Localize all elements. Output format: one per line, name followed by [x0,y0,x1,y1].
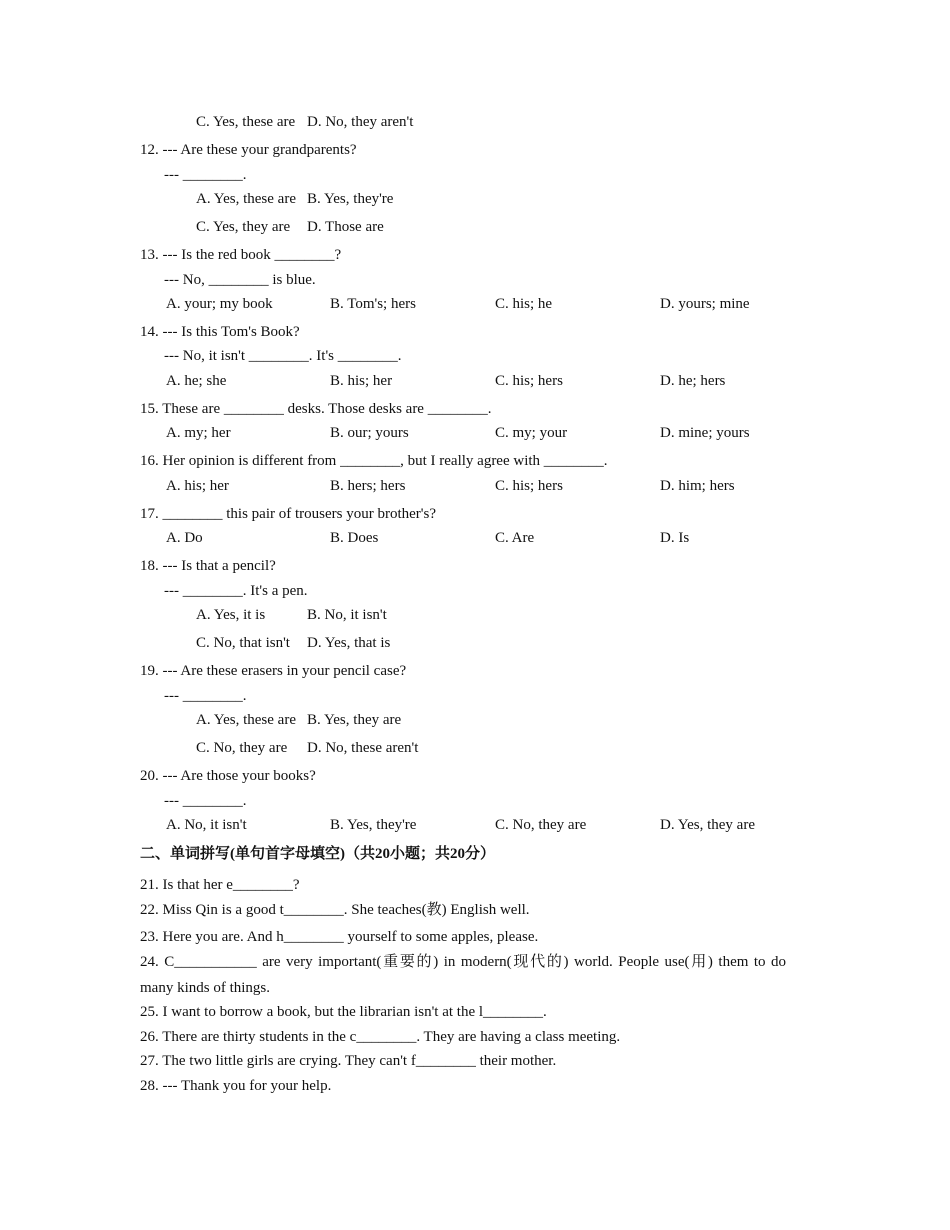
q18-stem: 18. --- Is that a pencil? [140,558,276,574]
q25: 25. I want to borrow a book, but the librarian isn't at the l________. [140,1004,547,1020]
q11-option-c: C. Yes, these are [196,114,296,130]
q17-stem: 17. ________ this pair of trousers your brother's? [140,506,436,522]
q15-option-d: D. mine; yours [660,425,750,441]
q26: 26. There are thirty students in the c________. They are having a class meeting. [140,1029,621,1045]
q14-stem: 14. --- Is this Tom's Book? [140,324,300,340]
section-heading: 二、单词拼写(单句首字母填空)（共20小题；共20分） [140,846,495,862]
q15-option-a: A. my; her [166,425,231,441]
q17-option-d: D. Is [660,530,690,546]
q13-option-c: C. his; he [495,296,553,312]
q24-line-2: many kinds of things. [140,980,270,996]
q18-option-a: A. Yes, it is [196,607,266,623]
q12-option-c: C. Yes, they are [196,219,291,235]
q14-option-a: A. he; she [166,373,227,389]
q19-reply: --- ________. [164,688,247,704]
q18-reply: --- ________. It's a pen. [164,583,308,599]
q16-stem: 16. Her opinion is different from ________, but I really agree with ________. [140,453,608,469]
q12-option-b: B. Yes, they're [307,191,394,207]
q20-reply: --- ________. [164,793,247,809]
q19-option-c: C. No, they are [196,740,288,756]
q18-option-c: C. No, that isn't [196,635,290,651]
q16-option-d: D. him; hers [660,478,735,494]
q20-option-a: A. No, it isn't [166,817,247,833]
q17-option-a: A. Do [166,530,203,546]
q14-option-b: B. his; her [330,373,393,389]
q28: 28. --- Thank you for your help. [140,1078,332,1094]
q20-option-d: D. Yes, they are [660,817,755,833]
q13-option-b: B. Tom's; hers [330,296,416,312]
q20-stem: 20. --- Are those your books? [140,768,316,784]
q27: 27. The two little girls are crying. They can't f________ their mother. [140,1053,557,1069]
q24-line-1: 24. C___________ are very important(重要的) in modern(现代的) world. People use(用) them to do [140,954,786,970]
q22: 22. Miss Qin is a good t________. She teaches(教) English well. [140,902,530,918]
q12-option-a: A. Yes, these are [196,191,296,207]
q12-option-d: D. Those are [307,219,384,235]
q17-option-c: C. Are [495,530,535,546]
q16-option-c: C. his; hers [495,478,563,494]
q19-option-d: D. No, these aren't [307,740,419,756]
q13-option-d: D. yours; mine [660,296,750,312]
q18-option-d: D. Yes, that is [307,635,391,651]
q23: 23. Here you are. And h________ yourself to some apples, please. [140,929,539,945]
q13-stem: 13. --- Is the red book ________? [140,247,342,263]
q13-reply: --- No, ________ is blue. [164,272,316,288]
q12-reply: --- ________. [164,167,247,183]
q19-option-b: B. Yes, they are [307,712,402,728]
q15-option-c: C. my; your [495,425,568,441]
q15-option-b: B. our; yours [330,425,409,441]
q16-option-b: B. hers; hers [330,478,406,494]
q20-option-b: B. Yes, they're [330,817,417,833]
q14-option-c: C. his; hers [495,373,563,389]
q12-stem: 12. --- Are these your grandparents? [140,142,357,158]
q18-option-b: B. No, it isn't [307,607,387,623]
q15-stem: 15. These are ________ desks. Those desks are ________. [140,401,492,417]
q21: 21. Is that her e________? [140,877,300,893]
q17-option-b: B. Does [330,530,379,546]
q19-option-a: A. Yes, these are [196,712,296,728]
q13-option-a: A. your; my book [166,296,273,312]
q19-stem: 19. --- Are these erasers in your pencil case? [140,663,407,679]
q14-option-d: D. he; hers [660,373,726,389]
q11-option-d: D. No, they aren't [307,114,414,130]
q20-option-c: C. No, they are [495,817,587,833]
q16-option-a: A. his; her [166,478,229,494]
q14-reply: --- No, it isn't ________. It's ________. [164,348,402,364]
